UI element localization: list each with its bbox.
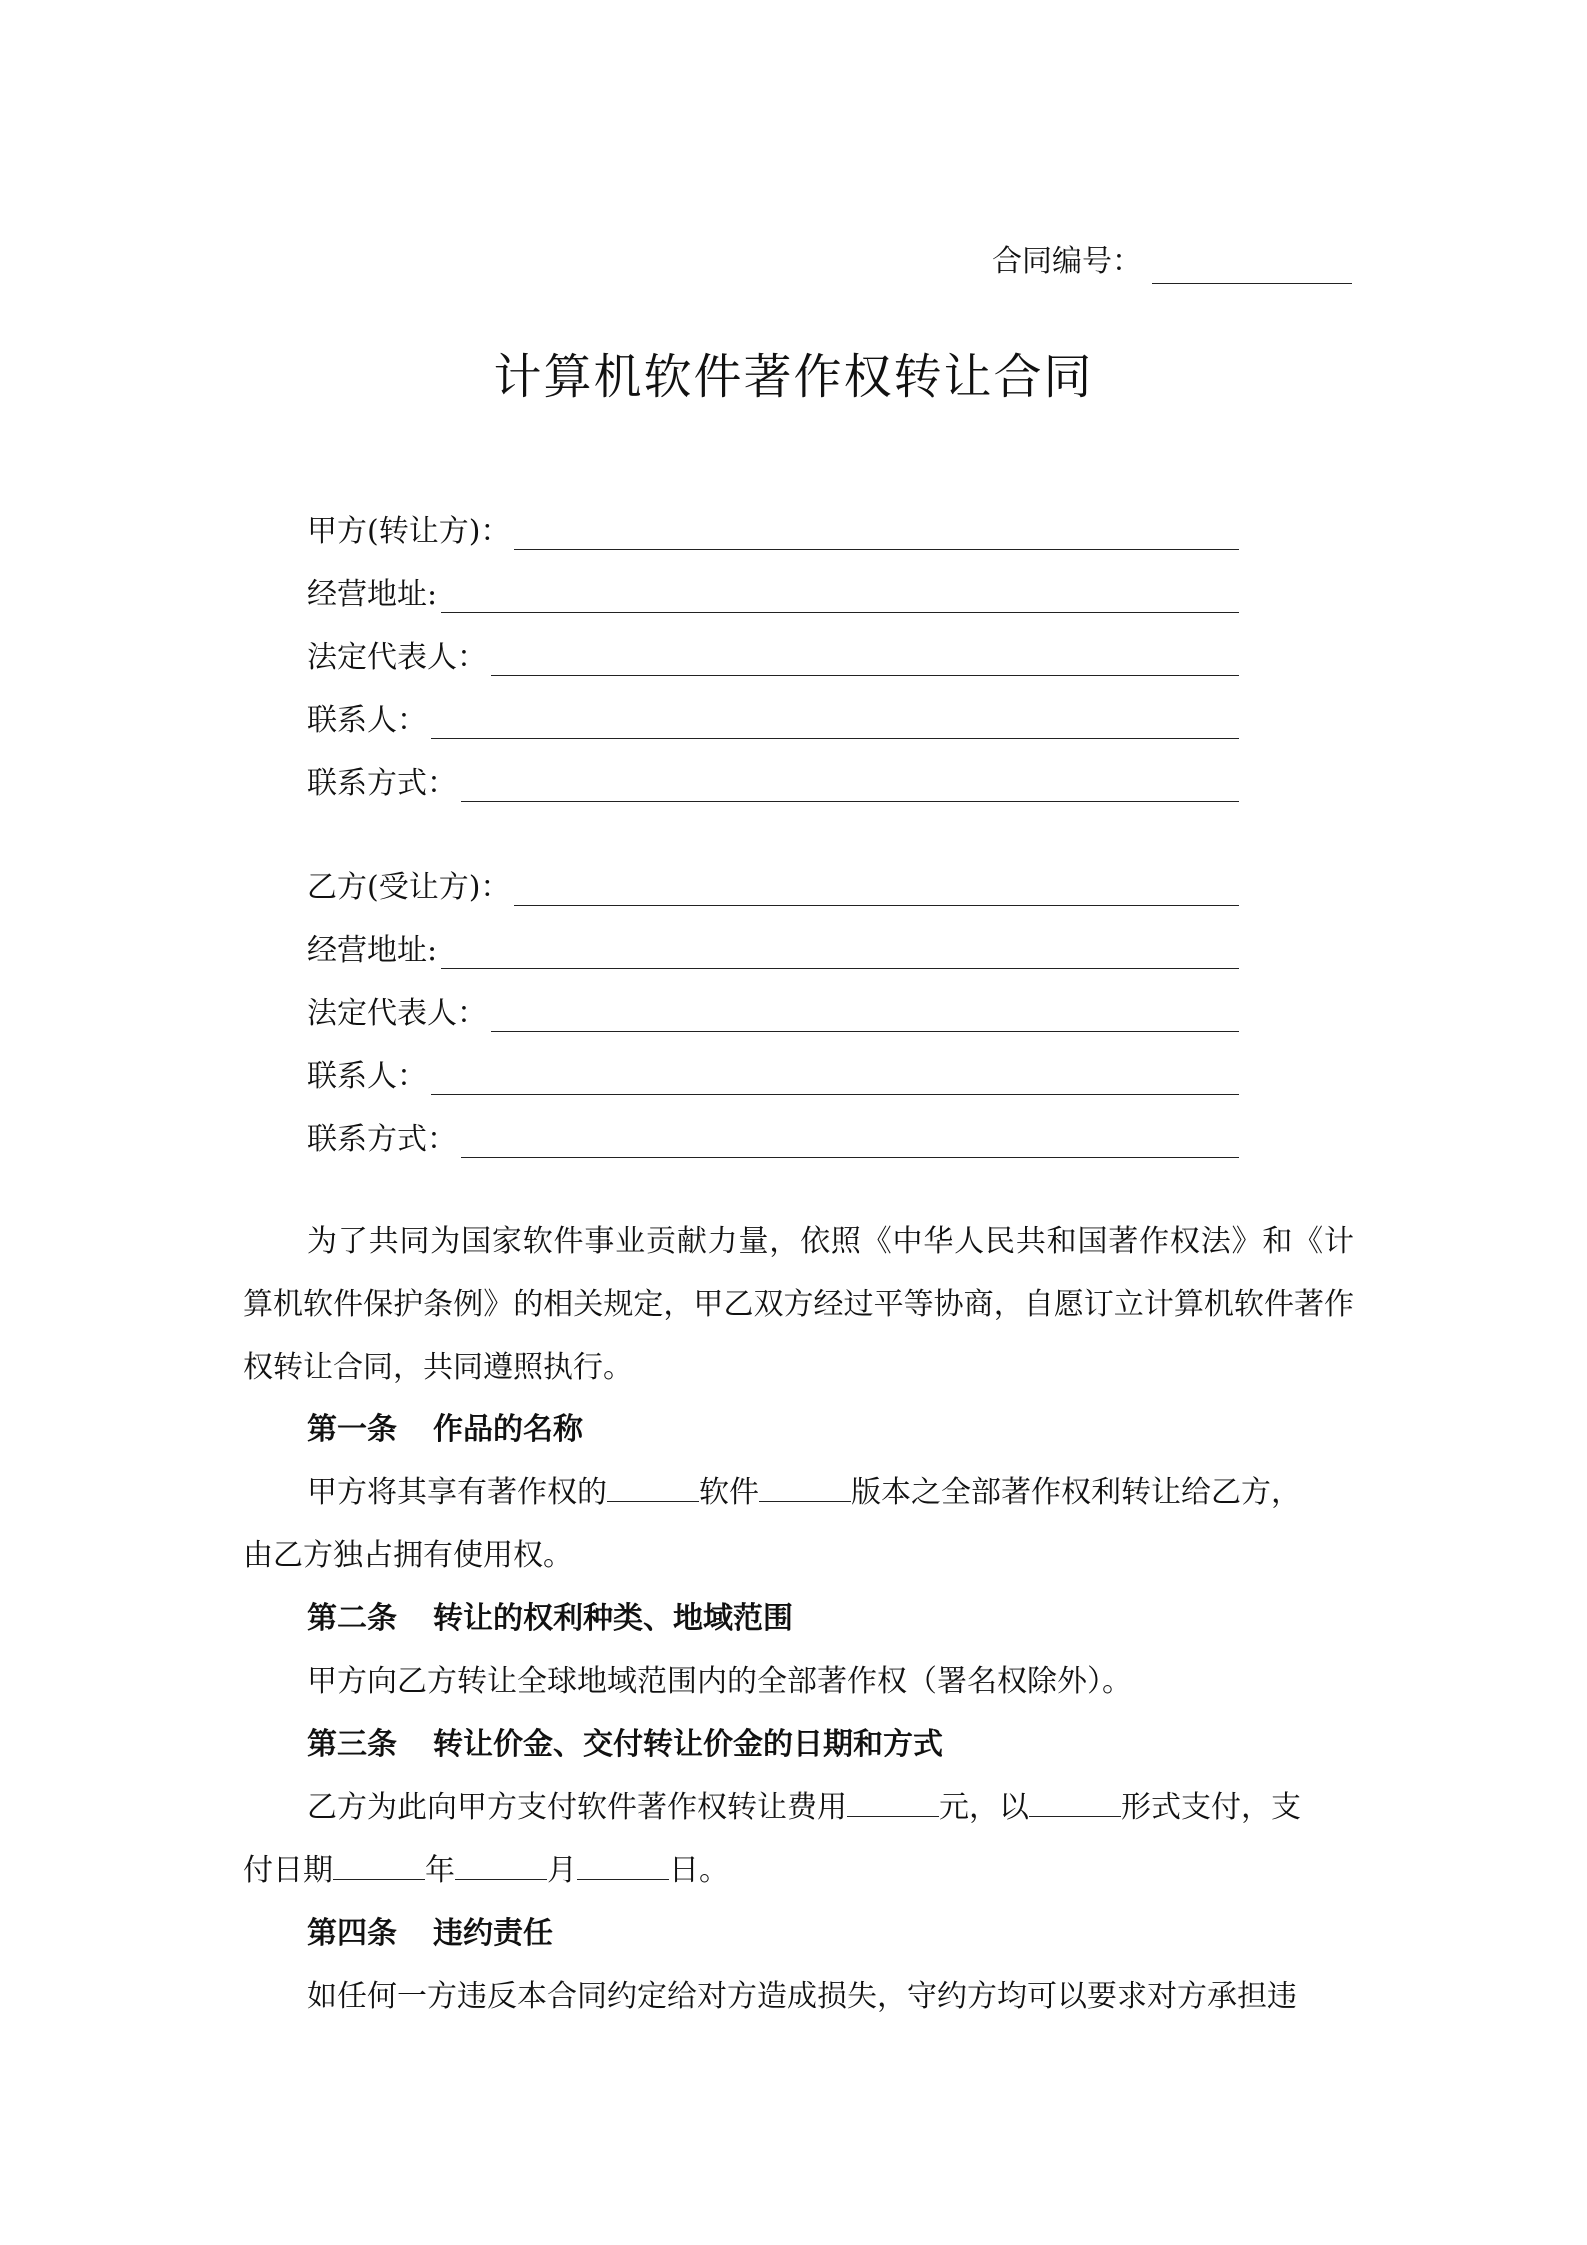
- contract-number-blank: [1152, 253, 1352, 284]
- article-1-heading: [307, 1408, 583, 1452]
- contract-number: [992, 240, 1352, 284]
- fill-line: [431, 708, 1239, 739]
- document-title: 计算机软件著作权转让合同: [493, 349, 1094, 405]
- text-segment: 元，以: [939, 1790, 1029, 1825]
- text-segment: 甲方将其享有著作权的: [307, 1475, 607, 1510]
- fill-blank: [455, 1851, 547, 1880]
- party-b-address-field: [307, 925, 1239, 969]
- text-segment: 乙方为此向甲方支付软件著作权转让费用: [307, 1790, 847, 1825]
- article-number: 第二条: [307, 1601, 397, 1636]
- fill-blank: [607, 1473, 699, 1502]
- fill-line: [491, 645, 1239, 676]
- contract-number-label: 合同编号：: [992, 244, 1142, 279]
- text-segment: 年: [425, 1853, 455, 1888]
- article-2-heading: [307, 1597, 793, 1641]
- article-title: 作品的名称: [433, 1412, 583, 1447]
- field-label: 经营地址:: [307, 933, 438, 968]
- field-label: 乙方(受让方)：: [307, 870, 511, 905]
- fill-blank: [333, 1851, 425, 1880]
- field-label: 经营地址:: [307, 577, 438, 612]
- article-number: 第三条: [307, 1727, 397, 1762]
- article-1-line-2: 由乙方独占拥有使用权。: [243, 1538, 573, 1573]
- article-title: 违约责任: [433, 1916, 553, 1951]
- fill-line: [461, 771, 1239, 802]
- party-a-legal-rep-field: [307, 632, 1239, 676]
- fill-blank: [759, 1473, 851, 1502]
- text-segment: 月: [547, 1853, 577, 1888]
- fill-line: [514, 519, 1239, 550]
- party-b-name-field: [307, 862, 1239, 906]
- article-3-heading: [307, 1723, 943, 1767]
- article-number: 第一条: [307, 1412, 397, 1447]
- field-label: 联系人：: [307, 703, 427, 738]
- fill-blank: [577, 1851, 669, 1880]
- party-b-contact-method-field: [307, 1114, 1239, 1158]
- article-1-line-1: [307, 1471, 1418, 1515]
- fill-line: [431, 1064, 1239, 1095]
- party-a-contact-method-field: [307, 758, 1239, 802]
- text-segment: 软件: [699, 1475, 759, 1510]
- text-segment: 形式支付，支: [1121, 1790, 1301, 1825]
- text-segment: 付日期: [243, 1853, 333, 1888]
- fill-blank: [847, 1788, 939, 1817]
- field-label: 联系方式：: [307, 766, 457, 801]
- article-4-text: 如任何一方违反本合同约定给对方造成损失，守约方均可以要求对方承担违: [307, 1979, 1297, 2014]
- article-title: 转让价金、交付转让价金的日期和方式: [433, 1727, 943, 1762]
- fill-line: [441, 582, 1239, 613]
- party-b-contact-field: [307, 1051, 1239, 1095]
- text-segment: 日。: [669, 1853, 729, 1888]
- party-a-address-field: [307, 569, 1239, 613]
- article-3-line-2: [243, 1849, 1354, 1893]
- text-segment: 版本之全部著作权利转让给乙方，: [851, 1475, 1301, 1510]
- fill-line: [461, 1127, 1239, 1158]
- article-title: 转让的权利种类、地域范围: [433, 1601, 793, 1636]
- fill-blank: [1029, 1788, 1121, 1817]
- field-label: 法定代表人：: [307, 996, 487, 1031]
- preamble-paragraph: 为了共同为国家软件事业贡献力量，依照《中华人民共和国著作权法》和《计算机软件保护条例》的相关规定，甲乙双方经过平等协商，自愿订立计算机软件著作权转让合同，共同遵照执行。: [243, 1224, 1354, 1385]
- field-label: 联系方式：: [307, 1122, 457, 1157]
- field-label: 甲方(转让方)：: [307, 514, 511, 549]
- article-number: 第四条: [307, 1916, 397, 1951]
- article-3-line-1: [307, 1786, 1418, 1830]
- party-a-name-field: [307, 506, 1239, 550]
- article-4-heading: [307, 1912, 553, 1956]
- fill-line: [441, 938, 1239, 969]
- field-label: 联系人：: [307, 1059, 427, 1094]
- fill-line: [514, 875, 1239, 906]
- fill-line: [491, 1001, 1239, 1032]
- party-a-contact-field: [307, 695, 1239, 739]
- article-2-text: 甲方向乙方转让全球地域范围内的全部著作权（署名权除外）。: [307, 1664, 1132, 1699]
- field-label: 法定代表人：: [307, 640, 487, 675]
- party-b-legal-rep-field: [307, 988, 1239, 1032]
